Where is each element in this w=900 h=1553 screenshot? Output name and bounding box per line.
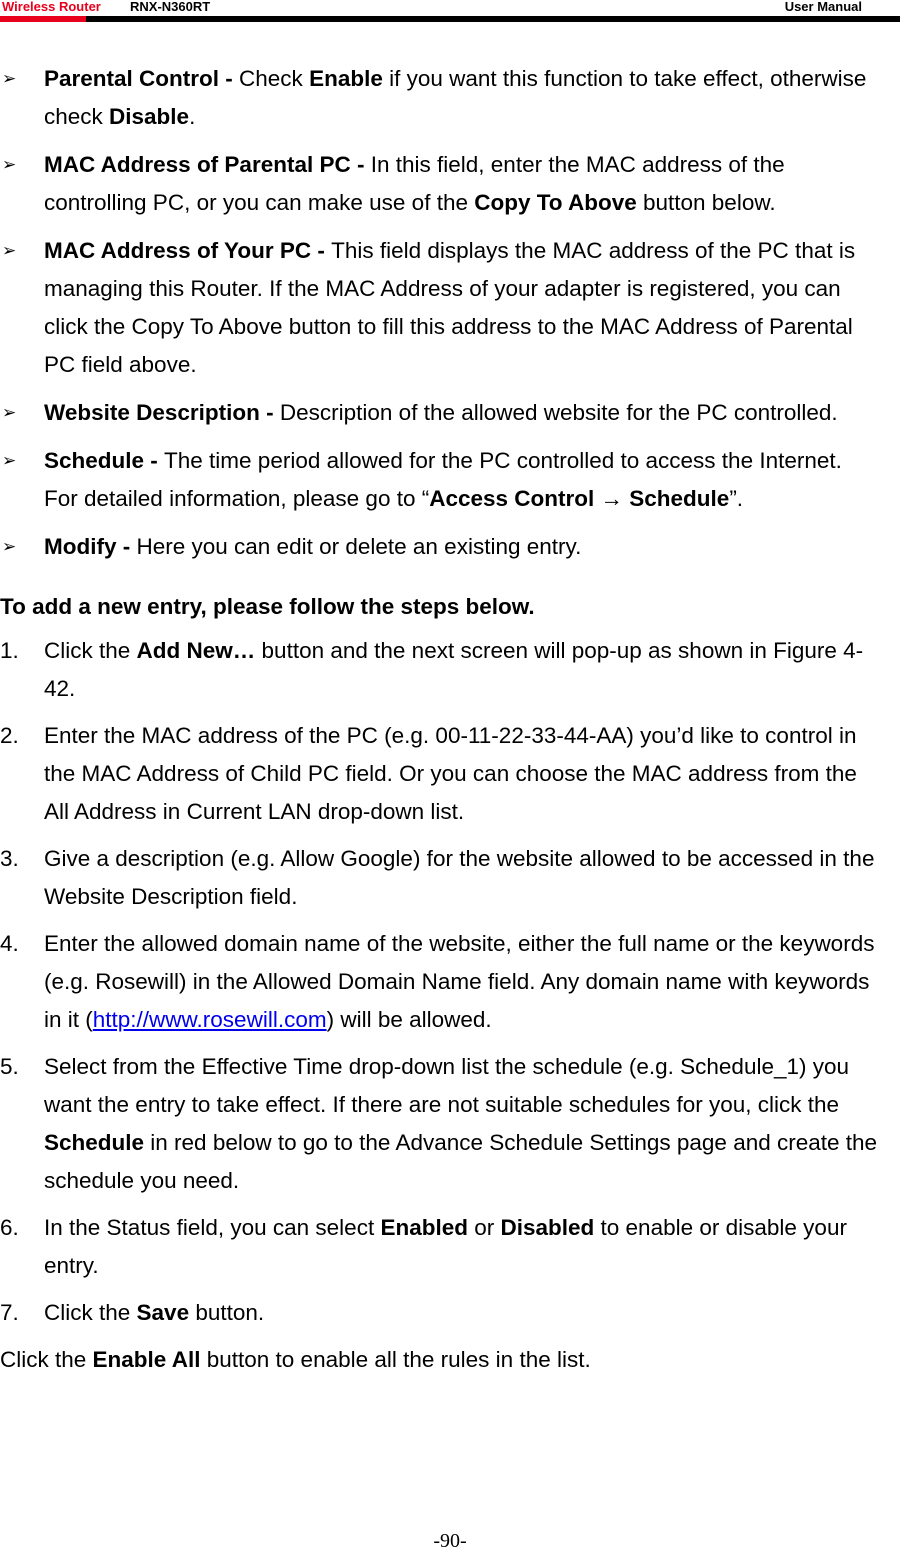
bullet-term: Schedule - bbox=[44, 448, 165, 473]
step-5: 5. Select from the Effective Time drop-down list the schedule (e.g. Schedule_1) you want the entry to take effect. If there are not suitable schedules for you, click the Schedule in red below to go to the Advance Schedule Settings page and create the schedule you need. bbox=[0, 1054, 878, 1193]
bullet-mac-parental-pc: ➢ MAC Address of Parental PC - In this field, enter the MAC address of the controlling PC, or you can make use of the Copy To Above button below. bbox=[0, 146, 880, 222]
bullet-term: Modify - bbox=[44, 534, 137, 559]
step-4: 4. Enter the allowed domain name of the website, either the full name or the keywords (e.g. Rosewill) in the Allowed Domain Name field. Any domain name with keywords in it (http://www.rosewill.com) will be allowed. bbox=[0, 931, 875, 1032]
header-model: RNX-N360RT bbox=[130, 0, 211, 14]
arrow-bullet-icon: ➢ bbox=[2, 537, 17, 556]
page-header bbox=[0, 0, 900, 24]
rosewill-link[interactable]: http://www.rosewill.com bbox=[92, 1007, 327, 1032]
step-2: 2. Enter the MAC address of the PC (e.g. 00-11-22-33-44-AA) you’d like to control in the MAC Address of Child PC field. Or you can choose the MAC address from the All Address in Current LAN drop-down list. bbox=[0, 723, 857, 824]
header-rule-black bbox=[86, 16, 900, 22]
bullet-parental-control: ➢ Parental Control - Check Enable if you want this function to take effect, otherwise check Disable. bbox=[0, 60, 880, 136]
step-1: 1. Click the Add New… button and the next screen will pop-up as shown in Figure 4-42. bbox=[0, 638, 864, 701]
arrow-bullet-icon: ➢ bbox=[2, 451, 17, 470]
bullet-term: MAC Address of Parental PC - bbox=[44, 152, 371, 177]
arrow-bullet-icon: ➢ bbox=[2, 403, 17, 422]
arrow-bullet-icon: ➢ bbox=[2, 241, 17, 260]
arrow-bullet-icon: ➢ bbox=[2, 155, 17, 174]
bullet-term: Website Description - bbox=[44, 400, 280, 425]
bullet-mac-your-pc: ➢ MAC Address of Your PC - This field displays the MAC address of the PC that is managing this Router. If the MAC Address of your adapter is registered, you can click the Copy To Above button to fill this address to the MAC Address of Parental PC field above. bbox=[0, 232, 880, 384]
final-note: Click the Enable All button to enable all the rules in the list. bbox=[0, 1347, 591, 1372]
step-6: 6. In the Status field, you can select Enabled or Disabled to enable or disable your entry. bbox=[0, 1215, 847, 1278]
bullet-website-description: ➢ Website Description - Description of the allowed website for the PC controlled. bbox=[0, 394, 880, 432]
arrow-bullet-icon: ➢ bbox=[2, 69, 17, 88]
bullet-modify: ➢ Modify - Here you can edit or delete an existing entry. bbox=[0, 528, 880, 566]
bullet-schedule: ➢ Schedule - The time period allowed for the PC controlled to access the Internet. For detailed information, please go to “Access Control → Schedule”. bbox=[0, 442, 880, 518]
header-rule-red bbox=[0, 16, 86, 22]
page-number: -90- bbox=[433, 1530, 467, 1552]
step-3: 3. Give a description (e.g. Allow Google) for the website allowed to be accessed in the Website Description field. bbox=[0, 846, 875, 909]
page-content bbox=[0, 60, 880, 1379]
bullet-term: Parental Control - bbox=[44, 66, 240, 91]
step-7: 7. Click the Save button. bbox=[0, 1300, 265, 1325]
section-heading: To add a new entry, please follow the steps below. bbox=[0, 594, 535, 619]
header-brand: Wireless Router bbox=[2, 0, 101, 14]
header-doc-type: User Manual bbox=[784, 0, 862, 14]
bullet-term: MAC Address of Your PC - bbox=[44, 238, 332, 263]
